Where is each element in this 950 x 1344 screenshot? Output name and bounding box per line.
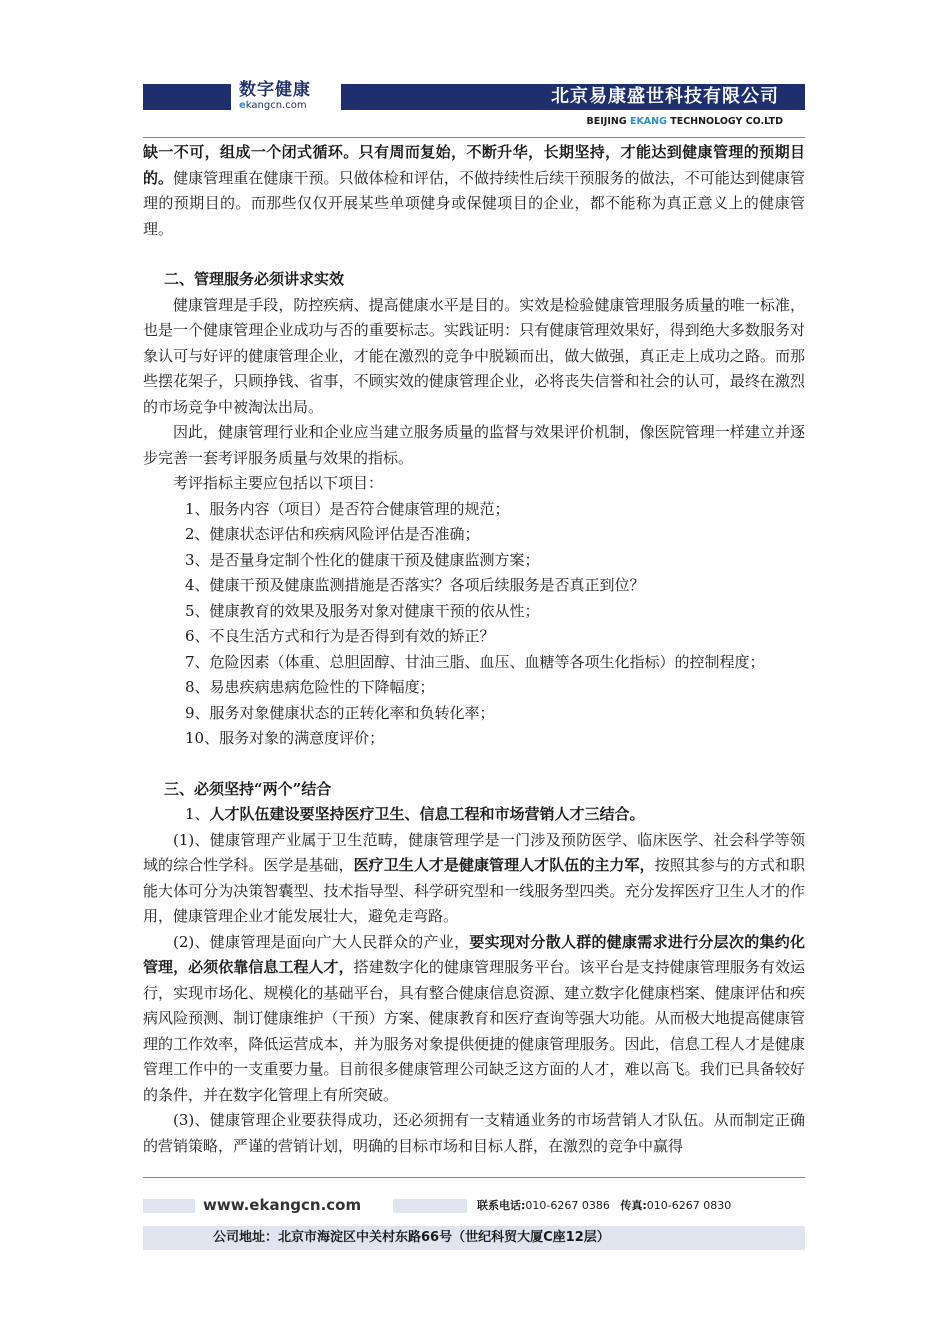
paragraph-7: (3)、健康管理企业要获得成功，还必须拥有一支精通业务的市场营销人才队伍。从而制定正确的营销策略，严谨的营销计划，明确的目标市场和目标人群，在激烈的竞争中赢得 [143, 1111, 805, 1155]
website-link[interactable]: www.ekangcn.com [203, 1196, 362, 1214]
brand-logo [239, 80, 337, 116]
company-address: 公司地址：北京市海淀区中关村东路66号（世纪科贸大厦C座12层） [213, 1230, 610, 1245]
list-item: 7、危险因素（体重、总胆固醇、甘油三脂、血压、血糖等各项生化指标）的控制程度； [185, 652, 765, 671]
header-bar-mid [341, 84, 491, 110]
page-footer [143, 1194, 805, 1220]
paragraph-4: 考评指标主要应包括以下项目： [173, 474, 384, 492]
page-header [143, 80, 805, 136]
list-item: 8、易患疾病患病危险性的下降幅度； [185, 678, 435, 696]
footer-bar-left [143, 1199, 195, 1213]
address-bar [143, 1226, 805, 1250]
paragraph-5: (1)、健康管理产业属于卫生范畴，健康管理学是一门涉及预防医学、临床医学、社会科学等领域的综合性学科。医学是基础，医疗卫生人才是健康管理人才队伍的主力军，按照其参与的方式和职能大体可分为决策智囊型、技术指导型、科学研究型和一线服务型四类。充分发挥医疗卫生人才的作用，健康管理企业才能发展壮大，避免走弯路。 [143, 830, 805, 925]
list-item: 3、是否量身定制个性化的健康干预及健康监测方案； [185, 550, 540, 569]
list-item: 5、健康教育的效果及服务对象对健康干预的依从性； [185, 601, 540, 620]
company-name-cn: 北京易康盛世科技有限公司 [551, 86, 779, 107]
paragraph-6: (2)、健康管理是面向广大人民群众的产业，要实现对分散人群的健康需求进行分层次的集约化管理，必须依靠信息工程人才，搭建数字化的健康管理服务平台。该平台是支持健康管理服务有效运行，实现市场化、规模化的基础平台，具有整合健康信息资源、建立数字化健康档案、健康评估和疾病风险预测、制订健康维护（干预）方案、健康教育和医疗查询等强大功能。从而极大地提高健康管理的工作效率，降低运营成本，并为服务对象提供便捷的健康管理服务。因此，信息工程人才是健康管理工作中的一支重要力量。目前很多健康管理公司缺乏这方面的人才，难以高飞。我们已具备较好的条件，并在数字化管理上有所突破。 [143, 932, 805, 1104]
subsection-1: 1、人才队伍建设要坚持医疗卫生、信息工程和市场营销人才三结合。 [185, 805, 645, 823]
section-heading-2: 二、管理服务必须讲求实效 [164, 270, 345, 288]
list-item: 2、健康状态评估和疾病风险评估是否准确； [185, 525, 480, 543]
list-item: 1、服务内容（项目）是否符合健康管理的规范； [185, 499, 510, 518]
header-bar-left [143, 84, 231, 110]
document-body [143, 140, 805, 1159]
company-name-en: BEIJING EKANG TECHNOLOGY CO.LTD [586, 116, 783, 127]
list-item: 10、服务对象的满意度评价； [185, 729, 385, 747]
logo-cn: 数字健康 [239, 80, 311, 100]
paragraph-2: 健康管理是手段，防控疾病、提高健康水平是目的。实效是检验健康管理服务质量的唯一标准，也是一个健康管理企业成功与否的重要标志。实践证明：只有健康管理效果好，得到绝大多数服务对象认可与好评的健康管理企业，才能在激烈的竞争中脱颖而出，做大做强，真正走上成功之路。而那些摆花架子，只顾挣钱、省事，不顾实效的健康管理企业，必将丧失信誉和社会的认可，最终在激烈的市场竞争中被淘汰出局。 [143, 295, 805, 416]
section-heading-3: 三、必须坚持“两个”结合 [164, 779, 332, 798]
list-item: 4、健康干预及健康监测措施是否落实？各项后续服务是否真正到位？ [185, 576, 645, 594]
footer-divider [143, 1177, 805, 1178]
logo-en: ekangcn.com [239, 100, 307, 111]
paragraph-1: 缺一不可，组成一个闭式循环。只有周而复始，不断升华，长期坚持，才能达到健康管理的预期目的。健康管理重在健康干预。只做体检和评估，不做持续性后续干预服务的做法，不可能达到健康管理的预期目的。而那些仅仅开展某些单项健身或保健项目的企业，都不能称为真正意义上的健康管理。 [143, 143, 805, 238]
list-item: 6、不良生活方式和行为是否得到有效的矫正？ [185, 627, 495, 645]
list-item: 9、服务对象健康状态的正转化率和负转化率； [185, 703, 495, 722]
footer-bar-mid [393, 1199, 467, 1213]
paragraph-3: 因此，健康管理行业和企业应当建立服务质量的监督与效果评价机制，像医院管理一样建立并逐步完善一套考评服务质量与效果的指标。 [143, 423, 805, 467]
header-divider [143, 137, 805, 138]
contact-info: 联系电话:010-6267 0386 传真:010-6267 0830 [477, 1199, 732, 1212]
